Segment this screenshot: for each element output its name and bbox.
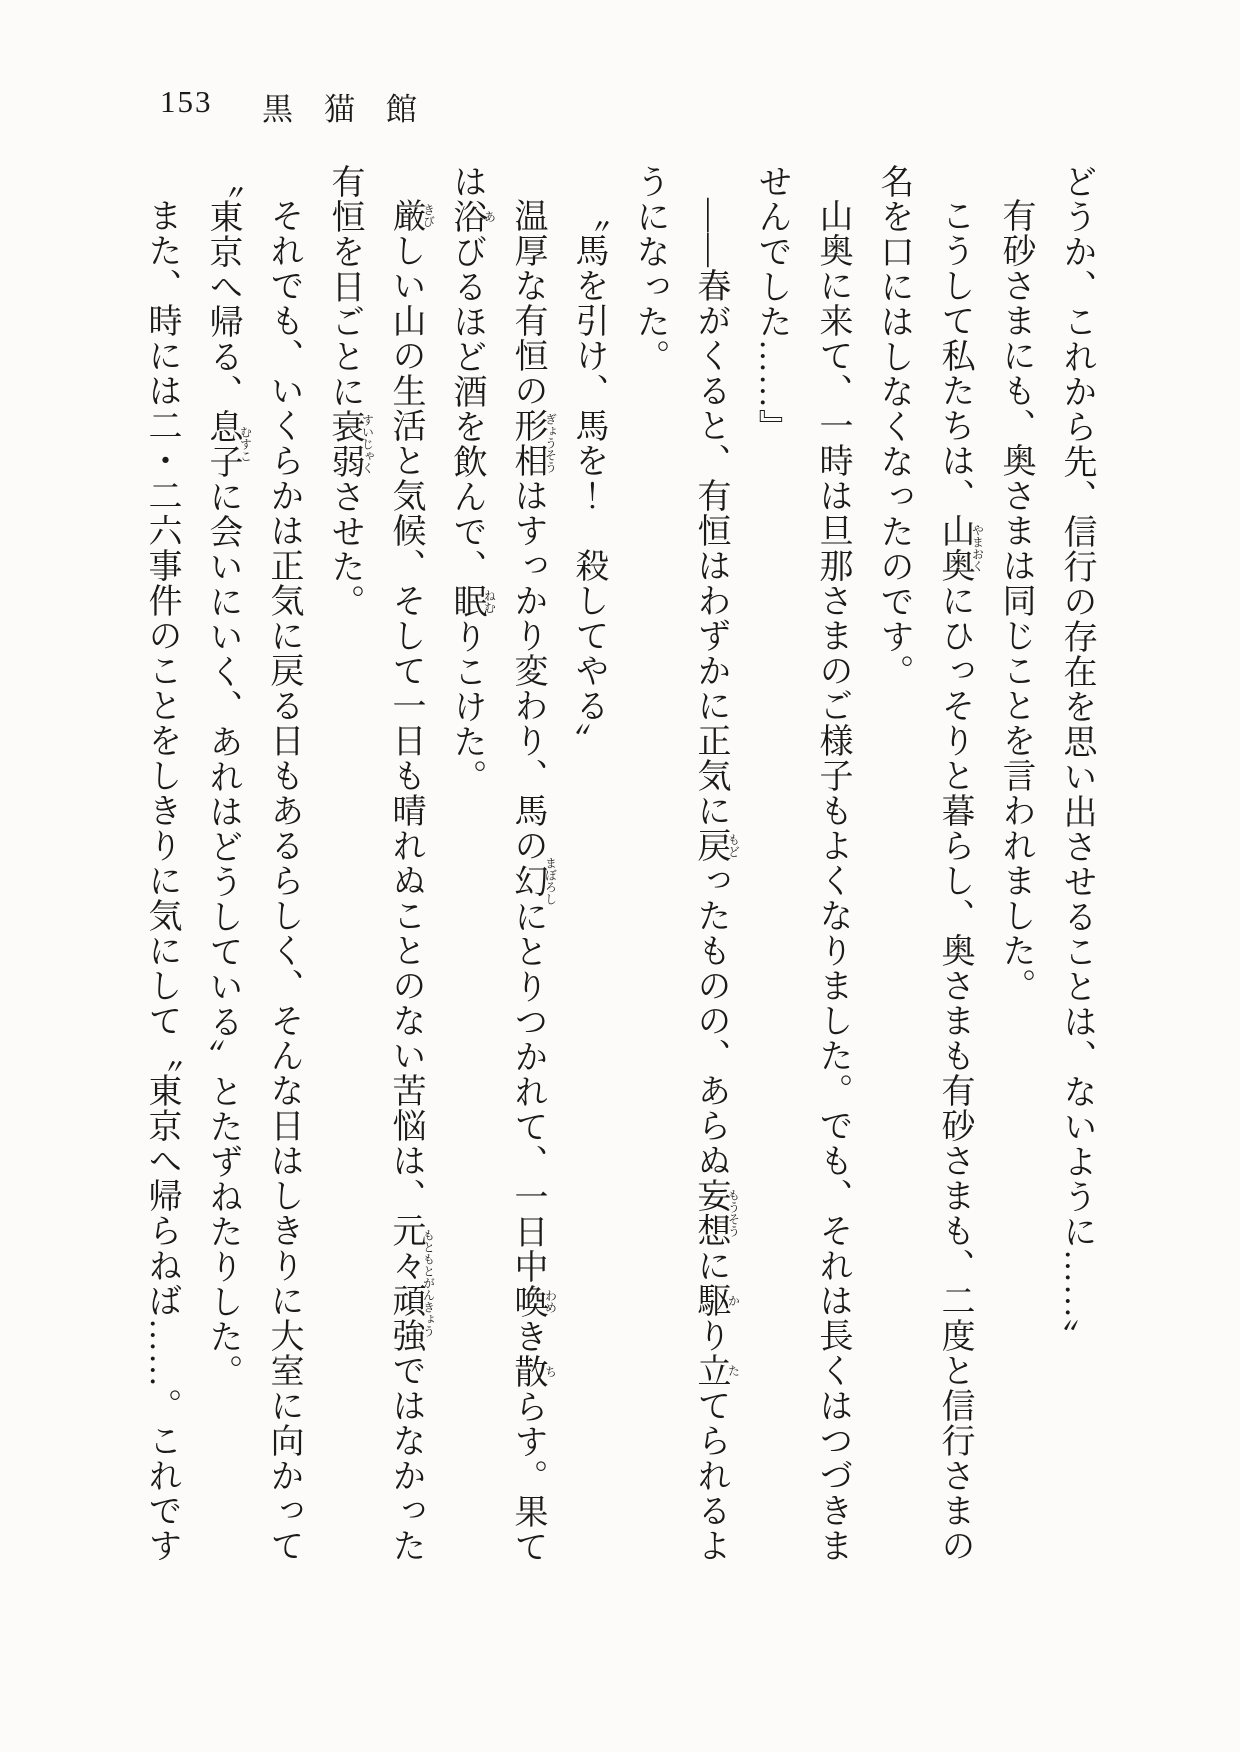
ruby-annotated-word: 喚わめ [509,1284,558,1319]
paragraph: 有砂さまにも、奥さまは同じことを言われました。 [997,198,1034,1003]
ruby-annotated-word: 眠ねむ [448,584,497,619]
paragraph: また、時には二・二六事件のことをしきりに気にして〝東京へ帰らねば……。これです [143,198,180,1563]
ruby-annotated-word: 妄想もうそう [692,1178,741,1248]
running-title: 黒 猫 館 [262,92,417,127]
paragraph: それでも、いくらかは正気に戻る日もあるらしく、そんな日はしきりに大室に向かって〝東京へ帰る、息子むすこに会いにいく、あれはどうしている〟とたずねたりした。 [204,164,302,1563]
paragraph: ――春がくると、有恒はわずかに正気に戻もどったものの、あらぬ妄想もうそうに駆かり立たてられるようになった。 [631,164,741,1563]
paragraph: 〝馬を引け、馬を！ 殺してやる〟 [570,198,607,758]
ruby-annotated-word: 浴あ [448,199,497,234]
ruby-annotated-word: 幻まぼろし [509,857,558,905]
ruby-annotated-word: 駆か [692,1283,741,1318]
ruby-annotated-word: 散ち [509,1354,558,1389]
text-block [131,164,1107,1584]
ruby-annotated-word: 山奥やまおく [936,513,985,583]
ruby-annotated-word: 戻もど [692,828,741,863]
paragraph: 厳きびしい山の生活と気候、そして一日も晴れぬことのない苦悩は、元々頑強もともとがんきょうではなかった有恒を日ごとに衰弱すいじゃくさせた。 [326,164,436,1563]
ruby-annotated-word: 元々頑強もともとがんきょう [387,1213,436,1353]
ruby-annotated-word: 衰弱すいじゃく [326,409,375,479]
ruby-annotated-word: 厳きび [387,198,436,233]
paragraph: どうか、これから先、信行の存在を思い出させることは、ないように……〟 [1058,164,1095,1354]
ruby-annotated-word: 形相ぎょうそう [509,408,558,478]
paragraph: 山奥に来て、一時は旦那さまのご様子もよくなりました。でも、それは長くはつづきませんでした……』 [753,164,851,1563]
paragraph: 温厚な有恒の形相ぎょうそうはすっかり変わり、馬の幻まぼろしにとりつかれて、一日中喚わめき散ちらす。果ては浴あびるほど酒を飲んで、眠ねむりこけた。 [448,164,558,1564]
ruby-annotated-word: 息子むすこ [204,409,253,479]
page-number: 153 [160,84,213,119]
paragraph: こうして私たちは、山奥やまおくにひっそりと暮らし、奥さまも有砂さまも、二度と信行さまの名を口にはしなくなったのです。 [875,164,985,1563]
ruby-annotated-word: 立た [692,1353,741,1388]
